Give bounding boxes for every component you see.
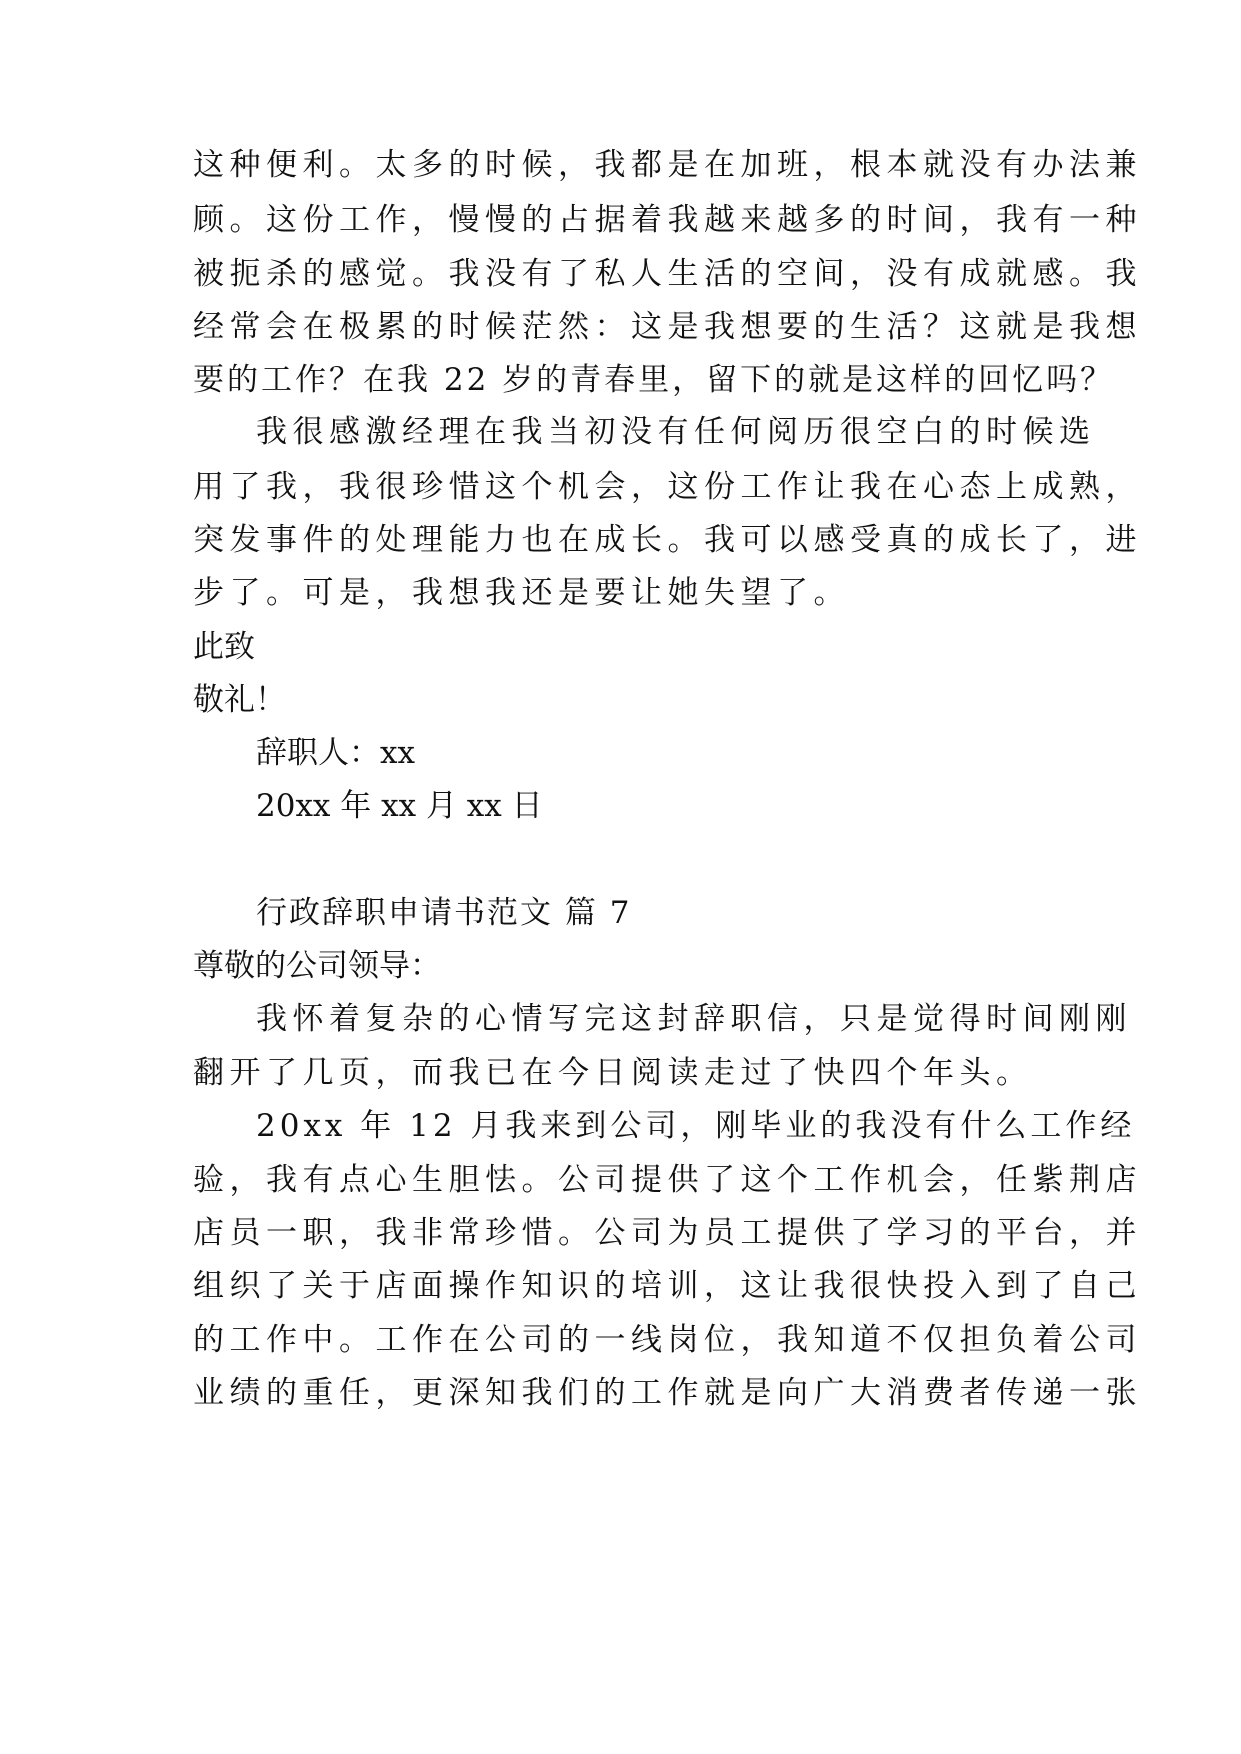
paragraph-line: 要的工作？在我 22 岁的青春里，留下的就是这样的回忆吗？ xyxy=(193,362,1115,398)
paragraph-line: 翻开了几页，而我已在今日阅读走过了快四个年头。 xyxy=(193,1055,1033,1091)
paragraph-line: 20xx 年 12 月我来到公司，刚毕业的我没有什么工作经 xyxy=(256,1108,1136,1144)
paragraph-line: 店员一职，我非常珍惜。公司为员工提供了学习的平台，并 xyxy=(193,1215,1142,1251)
paragraph-line: 经常会在极累的时候茫然：这是我想要的生活？这就是我想 xyxy=(193,309,1142,345)
date: 20xx 年 xx 月 xx 日 xyxy=(256,788,543,824)
paragraph-line: 验，我有点心生胆怯。公司提供了这个工作机会，任紫荆店 xyxy=(193,1162,1142,1198)
section-title: 行政辞职申请书范文 篇 7 xyxy=(256,895,632,931)
paragraph-line: 业绩的重任，更深知我们的工作就是向广大消费者传递一张 xyxy=(193,1375,1142,1411)
paragraph-line: 步了。可是，我想我还是要让她失望了。 xyxy=(193,575,850,611)
paragraph-line: 突发事件的处理能力也在成长。我可以感受真的成长了，进 xyxy=(193,522,1142,558)
paragraph-line: 被扼杀的感觉。我没有了私人生活的空间，没有成就感。我 xyxy=(193,256,1142,292)
paragraph-line: 组织了关于店面操作知识的培训，这让我很快投入到了自己 xyxy=(193,1268,1142,1304)
closing-line: 敬礼！ xyxy=(193,682,286,718)
paragraph-line: 用了我，我很珍惜这个机会，这份工作让我在心态上成熟， xyxy=(193,469,1142,505)
signer: 辞职人：xx xyxy=(256,735,415,771)
paragraph-line: 顾。这份工作，慢慢的占据着我越来越多的时间，我有一种 xyxy=(193,202,1142,238)
paragraph-line: 的工作中。工作在公司的一线岗位，我知道不仅担负着公司 xyxy=(193,1322,1142,1358)
paragraph-line: 我怀着复杂的心情写完这封辞职信，只是觉得时间刚刚 xyxy=(256,1001,1132,1037)
paragraph-line: 我很感激经理在我当初没有任何阅历很空白的时候选 xyxy=(256,414,1096,450)
closing-line: 此致 xyxy=(193,629,255,665)
paragraph-line: 这种便利。太多的时候，我都是在加班，根本就没有办法兼 xyxy=(193,147,1142,183)
salutation: 尊敬的公司领导： xyxy=(193,948,441,984)
